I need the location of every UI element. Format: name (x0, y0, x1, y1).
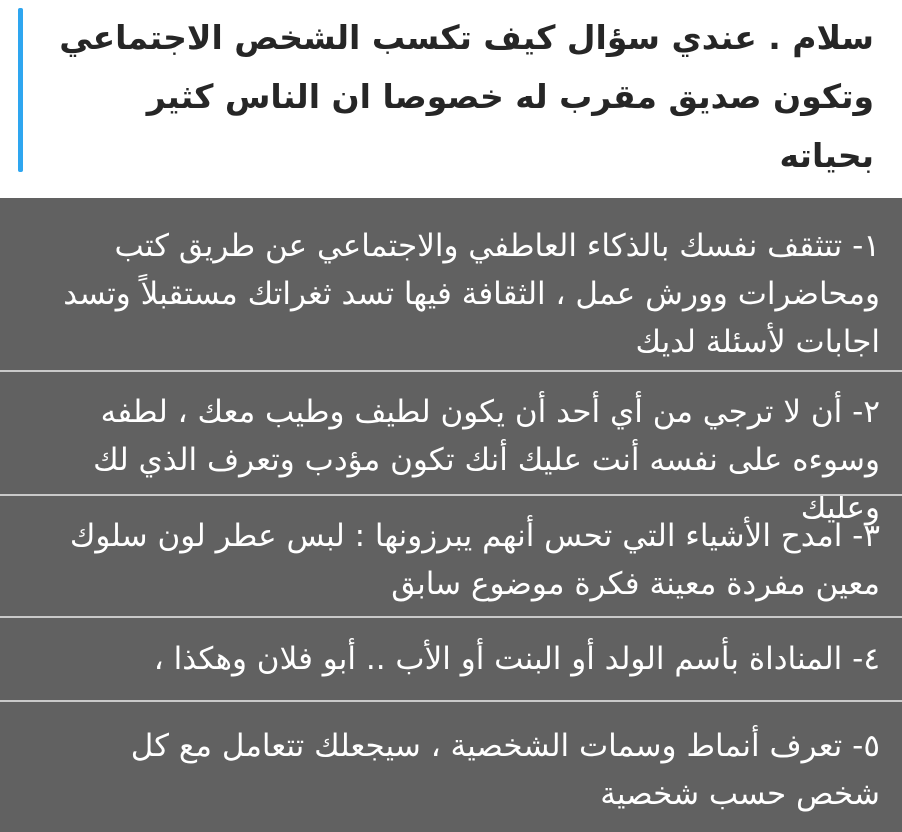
answers-panel (0, 198, 902, 832)
answer-text-4: ٤- المناداة بأسم الولد أو البنت أو الأب .. أبو فلان وهكذا ، (153, 641, 880, 677)
quote-accent-bar (18, 8, 23, 172)
answer-text-5: ٥- تعرف أنماط وسمات الشخصية ، سيجعلك تتعامل مع كل شخص حسب شخصية (130, 728, 880, 812)
answer-item-5 (0, 700, 902, 832)
answer-text-3: ٣- امدح الأشياء التي تحس أنهم يبرزونها : لبس عطر لون سلوك معين مفردة معينة فكرة موضوع سابق (69, 518, 880, 602)
question-text: سلام . عندي سؤال كيف تكسب الشخص الاجتماعي وتكون صديق مقرب له خصوصا ان الناس كثير بحياته (59, 18, 874, 175)
question-quote (0, 0, 902, 198)
answer-item-1 (0, 198, 902, 370)
answer-text-2: ٢- أن لا ترجي من أي أحد أن يكون لطيف وطيب معك ، لطفه وسوءه على نفسه أنت عليك أنك تكون مؤدب وتعرف الذي لك وعليك (93, 394, 880, 526)
answer-text-1: ١- تتثقف نفسك بالذكاء العاطفي والاجتماعي عن طريق كتب ومحاضرات وورش عمل ، الثقافة فيها تسد ثغراتك مستقبلاً وتسد اجابات لأسئلة لديك (63, 228, 880, 360)
answer-item-4 (0, 616, 902, 700)
answer-item-3 (0, 494, 902, 616)
answer-item-2 (0, 370, 902, 526)
